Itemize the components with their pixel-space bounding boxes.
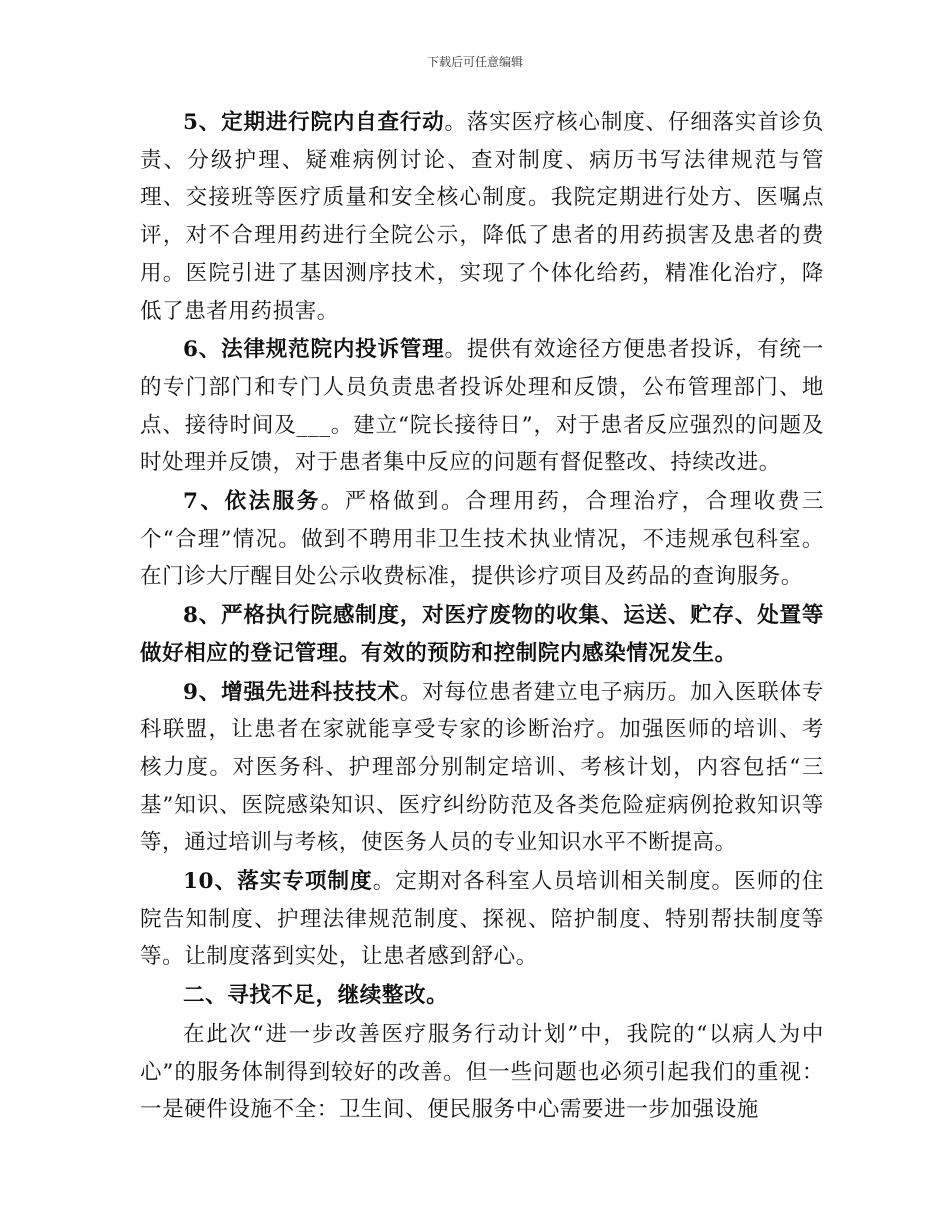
paragraph-heading: 6、法律规范院内投诉管理 bbox=[183, 337, 445, 363]
paragraph-text: 。严格做到。合理用药，合理治疗，合理收费三个“合理”情况。做到不聘用非卫生技术执业情况，不违规承包科室。在门诊大厅醒目处公示收费标准，提供诊疗项目及药品的查询服务。 bbox=[140, 489, 824, 590]
section-title: 二、寻找不足，继续整改。 bbox=[183, 983, 449, 1009]
paragraph-heading: 9、增强先进科技技术 bbox=[183, 679, 400, 705]
paragraph-text: 在此次“进一步改善医疗服务行动计划”中，我院的“以病人为中心”的服务体制得到较好的改善。但一些问题也必须引起我们的重视：一是硬件设施不全：卫生间、便民服务中心需要进一步加强设施 bbox=[140, 1021, 824, 1123]
paragraph-item-5 bbox=[140, 104, 824, 330]
paragraph-heading: 8、严格执行院感制度，对医疗废物的收集、运送、贮存、处置等做好相应的登记管理。有效的预防和控制院内感染情况发生。 bbox=[140, 603, 824, 666]
paragraph-section-two bbox=[140, 1016, 824, 1129]
paragraph-item-9 bbox=[140, 674, 824, 863]
page-header: 下载后可任意编辑 bbox=[426, 55, 523, 69]
document-body bbox=[140, 104, 824, 1130]
paragraph-heading: 5、定期进行院内自查行动 bbox=[183, 110, 445, 135]
paragraph-text: 。定期对各科室人员培训相关制度。医师的住院告知制度、护理法律规范制度、探视、陪护制度、特别帮扶制度等等。让制度落到实处，让患者感到舒心。 bbox=[140, 869, 824, 970]
paragraph-item-10 bbox=[140, 863, 824, 976]
paragraph-heading: 10、落实专项制度 bbox=[183, 869, 373, 895]
paragraph-text: 。落实医疗核心制度、仔细落实首诊负责、分级护理、疑难病例讨论、查对制度、病历书写法律规范与管理、交接班等医疗质量和安全核心制度。我院定期进行处方、医嘱点评，对不合理用药进行全院公示，降低了患者的用药损害及患者的费用。医院引进了基因测序技术，实现了个体化给药，精准化治疗，降低了患者用药损害。 bbox=[140, 110, 824, 324]
paragraph-item-8 bbox=[140, 597, 824, 672]
section-heading bbox=[140, 977, 824, 1015]
paragraph-text: 。提供有效途径方便患者投诉，有统一的专门部门和专门人员负责患者投诉处理和反馈，公布管理部门、地点、接待时间及___。建立“院长接待日”，对于患者反应强烈的问题及时处理并反馈，对于患者集中反应的问题有督促整改、持续改进。 bbox=[140, 337, 824, 476]
paragraph-text: 。对每位患者建立电子病历。加入医联体专科联盟，让患者在家就能享受专家的诊断治疗。加强医师的培训、考核力度。对医务科、护理部分别制定培训、考核计划，内容包括“三基”知识、医院感染知识、医疗纠纷防范及各类危险症病例抢救知识等等，通过培训与考核，使医务人员的专业知识水平不断提高。 bbox=[140, 679, 824, 856]
paragraph-heading: 7、依法服务 bbox=[183, 489, 321, 515]
paragraph-item-7 bbox=[140, 483, 824, 596]
paragraph-item-6 bbox=[140, 331, 824, 482]
